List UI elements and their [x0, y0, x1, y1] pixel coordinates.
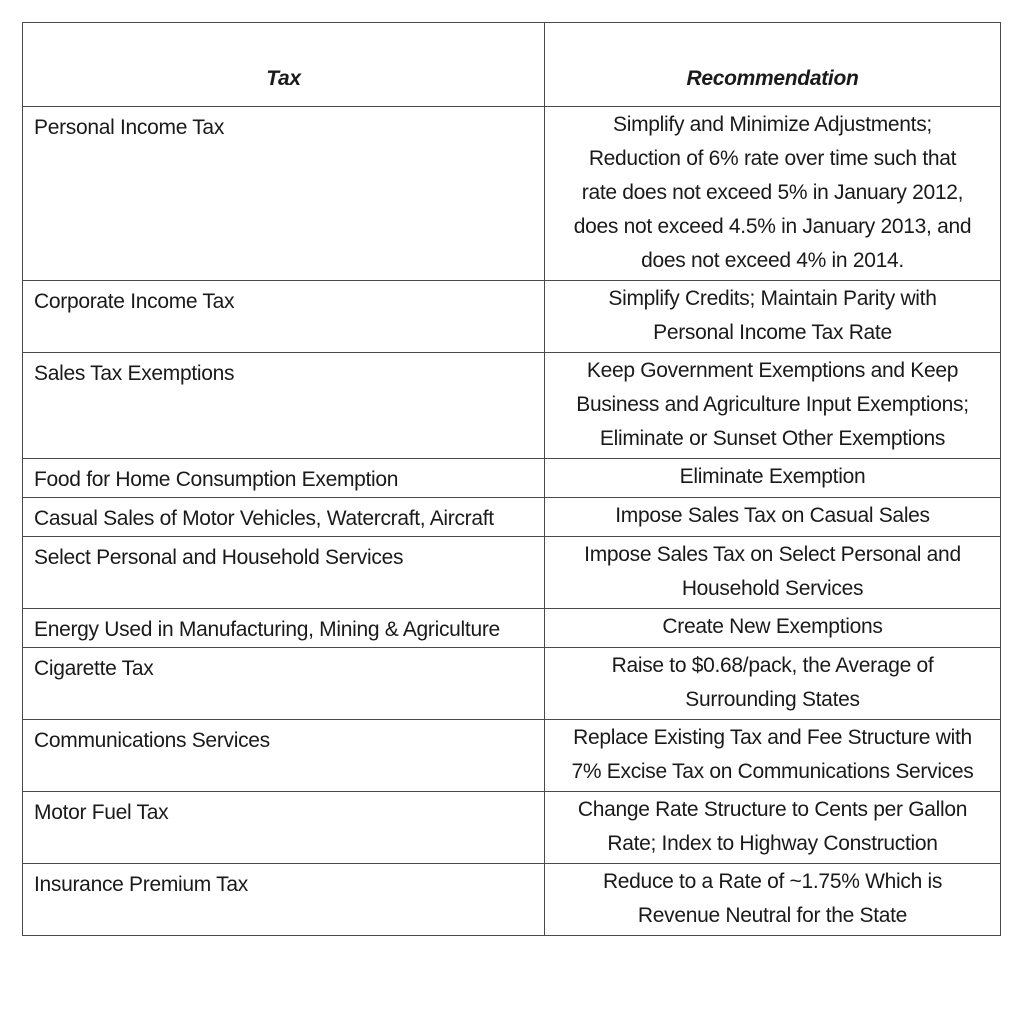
table-row — [23, 537, 1001, 609]
recommendation-line: Simplify and Minimize Adjustments; — [613, 113, 932, 136]
recommendation-line: Impose Sales Tax on Select Personal and — [584, 543, 961, 566]
recommendation-cell — [545, 459, 1001, 498]
tax-name-cell: Motor Fuel Tax — [23, 792, 545, 864]
recommendation-line: Simplify Credits; Maintain Parity with — [608, 287, 937, 310]
recommendation-line: Create New Exemptions — [662, 615, 883, 638]
recommendation-line: Impose Sales Tax on Casual Sales — [615, 504, 930, 527]
recommendation-cell — [545, 864, 1001, 936]
recommendation-line: Surrounding States — [685, 688, 860, 711]
tax-name-cell: Energy Used in Manufacturing, Mining & Agriculture — [23, 609, 545, 648]
recommendation-line: rate does not exceed 5% in January 2012, — [581, 181, 964, 204]
recommendation-line: does not exceed 4.5% in January 2013, and — [573, 215, 972, 238]
recommendation-line: Replace Existing Tax and Fee Structure with — [573, 726, 972, 749]
table-row — [23, 609, 1001, 648]
table-row — [23, 459, 1001, 498]
table-row — [23, 281, 1001, 353]
table-row — [23, 107, 1001, 281]
recommendation-cell — [545, 537, 1001, 609]
recommendation-line: Keep Government Exemptions and Keep — [586, 359, 959, 382]
table-row — [23, 648, 1001, 720]
recommendation-line: Reduce to a Rate of ~1.75% Which is — [602, 870, 943, 893]
recommendation-line: 7% Excise Tax on Communications Services — [571, 760, 974, 783]
tax-name-cell: Corporate Income Tax — [23, 281, 545, 353]
header-recommendation: Recommendation — [545, 23, 1001, 107]
tax-name-cell: Select Personal and Household Services — [23, 537, 545, 609]
recommendation-cell — [545, 498, 1001, 537]
tax-recommendation-table — [22, 22, 1001, 936]
tax-name-cell: Communications Services — [23, 720, 545, 792]
recommendation-line: Raise to $0.68/pack, the Average of — [611, 654, 934, 677]
recommendation-cell — [545, 107, 1001, 281]
table-row — [23, 498, 1001, 537]
recommendation-cell — [545, 281, 1001, 353]
tax-name-cell: Insurance Premium Tax — [23, 864, 545, 936]
table-row — [23, 720, 1001, 792]
tax-name-cell: Sales Tax Exemptions — [23, 353, 545, 459]
recommendation-line: Eliminate Exemption — [679, 465, 866, 488]
recommendation-line: does not exceed 4% in 2014. — [641, 249, 904, 272]
recommendation-line: Business and Agriculture Input Exemptions; — [576, 393, 969, 416]
recommendation-cell — [545, 353, 1001, 459]
recommendation-line: Rate; Index to Highway Construction — [607, 832, 938, 855]
recommendation-line: Reduction of 6% rate over time such that — [588, 147, 957, 170]
table-row — [23, 353, 1001, 459]
tax-name-cell: Food for Home Consumption Exemption — [23, 459, 545, 498]
recommendation-cell — [545, 609, 1001, 648]
table-row — [23, 864, 1001, 936]
header-tax: Tax — [23, 23, 545, 107]
recommendation-line: Personal Income Tax Rate — [653, 321, 892, 344]
recommendation-line: Revenue Neutral for the State — [637, 904, 908, 927]
table-row — [23, 792, 1001, 864]
table-header-row — [23, 23, 1001, 107]
recommendation-cell — [545, 720, 1001, 792]
tax-name-cell: Casual Sales of Motor Vehicles, Watercraft, Aircraft — [23, 498, 545, 537]
recommendation-cell — [545, 648, 1001, 720]
tax-name-cell: Personal Income Tax — [23, 107, 545, 281]
recommendation-cell — [545, 792, 1001, 864]
recommendation-line: Change Rate Structure to Cents per Gallon — [577, 798, 968, 821]
table-body — [23, 107, 1001, 936]
tax-name-cell: Cigarette Tax — [23, 648, 545, 720]
recommendation-line: Eliminate or Sunset Other Exemptions — [599, 427, 946, 450]
recommendation-line: Household Services — [681, 577, 864, 600]
